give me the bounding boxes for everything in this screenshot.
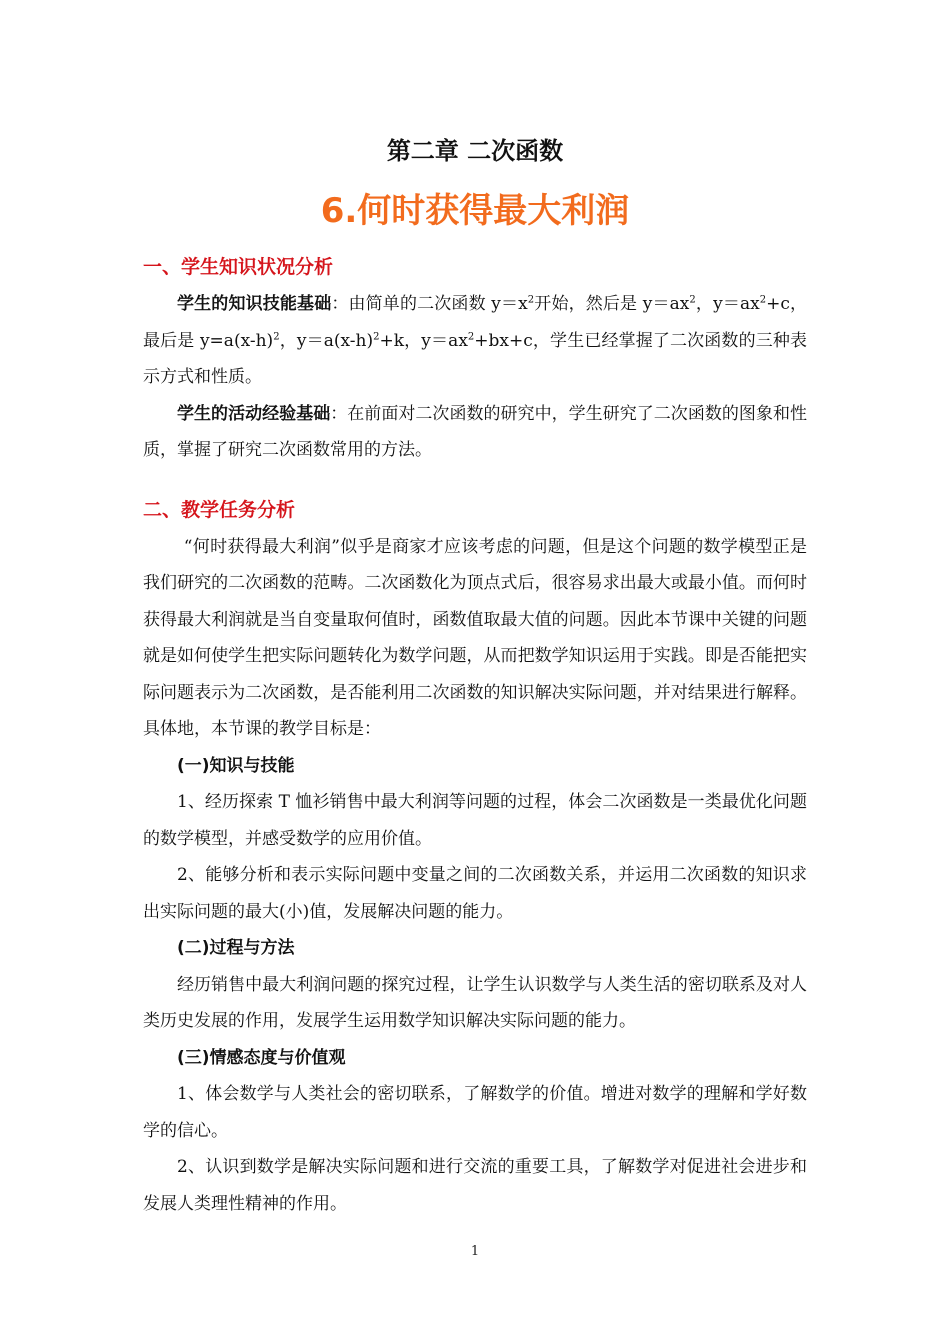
superscript: 2 <box>527 294 535 306</box>
text-run: 开始，然后是 y＝ax <box>534 294 690 314</box>
superscript: 2 <box>759 294 767 306</box>
paragraph-objective: 2、能够分析和表示实际问题中变量之间的二次函数关系，并运用二次函数的知识求出实际问题的最大(小)值，发展解决问题的能力。 <box>143 865 807 922</box>
text-run: ：在前面对二次函数的研究中，学生研究了二次函数的图象和性质，掌握了研究二次函数常用的方法。 <box>143 403 807 460</box>
paragraph-activity-experience <box>143 396 807 469</box>
text-run: +k，y＝ax <box>379 330 468 351</box>
paragraph-task-intro: “何时获得最大利润”似乎是商家才应该考虑的问题，但是这个问题的数学模型正是我们研究的二次函数的范畴。二次函数化为顶点式后，很容易求出最大或最小值。而何时获得最大利润就是当自变量取何值时，函数值取最大值的问题。因此本节课中关键的问题就是如何使学生把实际问题转化为数学问题，从而把数学知识运用于实践。即是否能把实际问题表示为二次函数，是否能利用二次函数的知识解决实际问题，并对结果进行解释。具体地，本节课的教学目标是： <box>143 536 807 739</box>
section-heading-student-analysis: 一、学生知识状况分析 <box>143 256 334 278</box>
text-run: +bx+c，学生已经掌握了二次函数的三种表示方式和性质。 <box>143 330 807 387</box>
text-run: ：由简单的二次函数 y＝x <box>331 294 528 314</box>
paragraph-objective: 1、体会数学与人类社会的密切联系，了解数学的价值。增进对数学的理解和学好数学的信心。 <box>143 1084 807 1141</box>
paragraph-objective: 经历销售中最大利润问题的探究过程，让学生认识数学与人类生活的密切联系及对人类历史发展的作用，发展学生运用数学知识解决实际问题的能力。 <box>143 974 807 1031</box>
superscript: 2 <box>467 330 475 342</box>
text-run: +c，最后是 y=a(x-h) <box>143 294 808 351</box>
subheading-process-method: (二)过程与方法 <box>177 938 295 958</box>
paragraph-lead-label: 学生的知识技能基础 <box>177 294 332 314</box>
paragraph-lead-label: 学生的活动经验基础 <box>177 403 331 424</box>
chapter-heading: 第二章 二次函数 <box>386 137 564 165</box>
subheading-attitude-values: (三)情感态度与价值观 <box>177 1047 346 1068</box>
lesson-title: 6.何时获得最大利润 <box>320 191 630 231</box>
paragraph-objective: 1、经历探索 T 恤衫销售中最大利润等问题的过程，体会二次函数是一类最优化问题的数学模型，并感受数学的应用价值。 <box>143 792 807 849</box>
paragraph-objective: 2、认识到数学是解决实际问题和进行交流的重要工具，了解数学对促进社会进步和发展人类理性精神的作用。 <box>143 1157 807 1214</box>
superscript: 2 <box>373 330 380 342</box>
page-number: 1 <box>470 1244 480 1259</box>
section-heading-task-analysis: 二、教学任务分析 <box>143 498 296 521</box>
text-run: ，y＝a(x-h) <box>279 330 374 351</box>
text-run: ，y＝ax <box>695 294 760 314</box>
superscript: 2 <box>689 294 696 306</box>
subheading-knowledge-skills: (一)知识与技能 <box>177 755 295 776</box>
page-content <box>143 128 807 1222</box>
superscript: 2 <box>273 330 280 342</box>
paragraph-knowledge-base <box>143 286 807 396</box>
